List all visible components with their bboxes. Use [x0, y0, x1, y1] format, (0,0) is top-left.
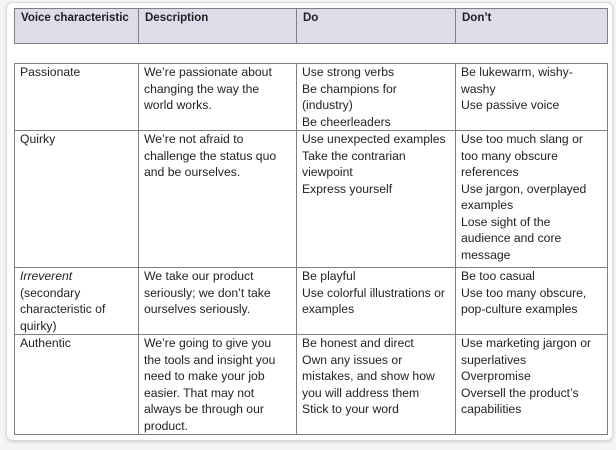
cell-line: Oversell the product’s	[461, 385, 579, 400]
cell-line: audience and core	[461, 231, 562, 245]
cell-line: always be through our	[144, 402, 264, 416]
cell-line: Use jargon, overplayed	[461, 181, 587, 196]
table-row	[15, 131, 608, 268]
cell-line: Use marketing jargon or	[461, 336, 592, 350]
cell-line: the tools and insight you	[144, 352, 276, 367]
cell-line: We take our product	[144, 269, 254, 283]
cell-line: Use too many obscure,	[461, 285, 587, 300]
cell-line: ourselves seriously.	[144, 302, 251, 316]
dont-cell	[456, 131, 608, 268]
cell-line: Overpromise	[461, 369, 531, 383]
cell-line: We’re going to give you	[144, 336, 272, 350]
cell-line: examples	[461, 198, 514, 212]
cell-line: Authentic	[20, 336, 71, 350]
cell-line: quirky)	[20, 318, 57, 333]
header-description: Description	[139, 9, 297, 44]
dont-cell	[456, 268, 608, 335]
cell-line: Take the contrarian	[302, 148, 406, 163]
characteristic-cell	[15, 131, 139, 268]
cell-line: We’re passionate about	[144, 65, 272, 79]
table-row	[15, 335, 608, 435]
do-cell	[297, 64, 456, 131]
cell-line: Use passive voice	[461, 98, 560, 112]
cell-line: Use too much slang or	[461, 132, 583, 146]
dont-cell	[456, 64, 608, 131]
cell-line: message	[461, 247, 511, 262]
cell-line: references	[461, 165, 519, 179]
cell-line: Stick to your word	[302, 402, 399, 416]
cell-line: challenge the status quo	[144, 148, 277, 163]
description-cell	[139, 131, 297, 268]
cell-line: superlatives	[461, 352, 527, 367]
cell-line: you will address them	[302, 385, 420, 400]
cell-line: Express yourself	[302, 181, 393, 196]
description-cell	[139, 268, 297, 335]
cell-line: Be cheerleaders	[302, 114, 391, 129]
header-dont: Don’t	[456, 9, 608, 44]
cell-line: Use unexpected examples	[302, 132, 446, 146]
cell-line: Use strong verbs	[302, 65, 395, 79]
description-cell	[139, 335, 297, 435]
cell-line: seriously; we don’t take	[144, 285, 271, 300]
header-table	[14, 8, 608, 44]
cell-line: changing the way the	[144, 81, 260, 96]
do-cell	[297, 335, 456, 435]
characteristic-cell	[15, 335, 139, 435]
cell-line: world works.	[144, 98, 212, 112]
cell-line: Passionate	[20, 65, 81, 79]
cell-line: washy	[461, 81, 496, 96]
header-do: Do	[297, 9, 456, 44]
cell-line: and be ourselves.	[144, 165, 241, 179]
description-cell	[139, 64, 297, 131]
cell-line: product.	[144, 418, 189, 433]
table-card	[6, 2, 613, 441]
cell-line: Be champions for	[302, 81, 397, 96]
cell-line: We’re not afraid to	[144, 132, 244, 146]
cell-line: examples	[302, 302, 355, 316]
cell-line: Use colorful illustrations or	[302, 285, 445, 300]
table-row	[15, 64, 608, 131]
cell-line: Be lukewarm, wishy-	[461, 65, 573, 79]
do-cell	[297, 268, 456, 335]
cell-line: characteristic of	[20, 302, 106, 316]
cell-line: need to make your job	[144, 369, 265, 383]
cell-line: too many obscure	[461, 148, 558, 163]
cell-line: Be too casual	[461, 269, 535, 283]
cell-line: (secondary	[20, 285, 81, 300]
characteristic-cell	[15, 64, 139, 131]
header-voice-characteristic: Voice characteristic	[15, 9, 139, 44]
voice-table	[14, 63, 608, 435]
cell-line: Lose sight of the	[461, 214, 551, 229]
cell-line: Own any issues or	[302, 352, 403, 367]
cell-line: mistakes, and show how	[302, 369, 435, 383]
cell-line: Quirky	[20, 132, 56, 146]
cell-line: Irreverent	[20, 269, 73, 283]
dont-cell	[456, 335, 608, 435]
table-row	[15, 268, 608, 335]
cell-line: Be playful	[302, 269, 356, 283]
cell-line: viewpoint	[302, 165, 353, 179]
cell-line: Be honest and direct	[302, 336, 414, 350]
cell-line: (industry)	[302, 98, 353, 112]
cell-line: capabilities	[461, 402, 522, 416]
do-cell	[297, 131, 456, 268]
header-row	[15, 9, 608, 44]
cell-line: easier. That may not	[144, 385, 255, 400]
cell-line: pop-culture examples	[461, 302, 578, 316]
characteristic-cell	[15, 268, 139, 335]
